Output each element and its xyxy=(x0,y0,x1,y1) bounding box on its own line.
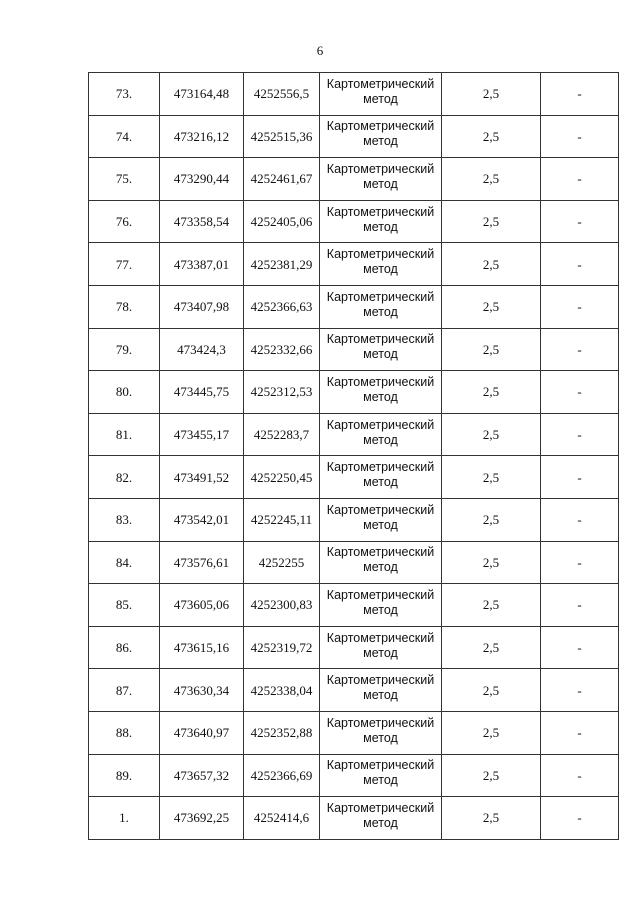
method-line-2: метод xyxy=(363,688,398,703)
x-coordinate-cell: 473605,06 xyxy=(160,584,244,627)
method-line-1: Картометрический xyxy=(326,502,435,517)
method-line-1: Картометрический xyxy=(326,76,435,91)
method-cell xyxy=(320,541,442,584)
y-coordinate-cell: 4252312,53 xyxy=(244,371,320,414)
point-number-cell: 84. xyxy=(89,541,160,584)
method-line-1: Картометрический xyxy=(326,460,435,475)
table-row xyxy=(89,456,619,499)
method-cell xyxy=(320,456,442,499)
method-line-2: метод xyxy=(363,773,398,788)
y-coordinate-cell: 4252255 xyxy=(244,541,320,584)
page-number: 6 xyxy=(316,43,324,58)
y-coordinate-cell: 4252283,7 xyxy=(244,413,320,456)
x-coordinate-cell: 473692,25 xyxy=(160,797,244,840)
table-row xyxy=(89,669,619,712)
x-coordinate-cell: 473455,17 xyxy=(160,413,244,456)
note-cell: - xyxy=(541,626,619,669)
method-cell xyxy=(320,797,442,840)
table-row xyxy=(89,754,619,797)
point-number-cell: 80. xyxy=(89,371,160,414)
method-cell xyxy=(320,73,442,116)
note-cell: - xyxy=(541,200,619,243)
method-line-2: метод xyxy=(363,176,398,191)
method-line-1: Картометрический xyxy=(326,758,435,773)
table-row xyxy=(89,711,619,754)
table-row xyxy=(89,498,619,541)
point-number-cell: 73. xyxy=(89,73,160,116)
table-row xyxy=(89,626,619,669)
method-cell xyxy=(320,626,442,669)
method-line-1: Картометрический xyxy=(326,374,435,389)
y-coordinate-cell: 4252245,11 xyxy=(244,498,320,541)
y-coordinate-cell: 4252461,67 xyxy=(244,158,320,201)
point-number-cell: 74. xyxy=(89,115,160,158)
method-line-1: Картометрический xyxy=(326,119,435,134)
method-line-2: метод xyxy=(363,304,398,319)
accuracy-cell: 2,5 xyxy=(442,711,541,754)
point-number-cell: 1. xyxy=(89,797,160,840)
method-line-2: метод xyxy=(363,517,398,532)
accuracy-cell: 2,5 xyxy=(442,200,541,243)
note-cell: - xyxy=(541,754,619,797)
table-row xyxy=(89,158,619,201)
note-cell: - xyxy=(541,285,619,328)
method-line-2: метод xyxy=(363,134,398,149)
y-coordinate-cell: 4252414,6 xyxy=(244,797,320,840)
accuracy-cell: 2,5 xyxy=(442,541,541,584)
method-cell xyxy=(320,115,442,158)
x-coordinate-cell: 473216,12 xyxy=(160,115,244,158)
y-coordinate-cell: 4252319,72 xyxy=(244,626,320,669)
point-number-cell: 75. xyxy=(89,158,160,201)
note-cell: - xyxy=(541,371,619,414)
accuracy-cell: 2,5 xyxy=(442,413,541,456)
point-number-cell: 79. xyxy=(89,328,160,371)
x-coordinate-cell: 473290,44 xyxy=(160,158,244,201)
method-cell xyxy=(320,158,442,201)
x-coordinate-cell: 473424,3 xyxy=(160,328,244,371)
method-line-1: Картометрический xyxy=(326,204,435,219)
x-coordinate-cell: 473657,32 xyxy=(160,754,244,797)
note-cell: - xyxy=(541,584,619,627)
note-cell: - xyxy=(541,541,619,584)
x-coordinate-cell: 473576,61 xyxy=(160,541,244,584)
x-coordinate-cell: 473358,54 xyxy=(160,200,244,243)
method-line-1: Картометрический xyxy=(326,289,435,304)
table-row xyxy=(89,243,619,286)
method-line-1: Картометрический xyxy=(326,332,435,347)
accuracy-cell: 2,5 xyxy=(442,584,541,627)
method-line-1: Картометрический xyxy=(326,161,435,176)
point-number-cell: 81. xyxy=(89,413,160,456)
method-line-1: Картометрический xyxy=(326,673,435,688)
table-row xyxy=(89,541,619,584)
y-coordinate-cell: 4252338,04 xyxy=(244,669,320,712)
point-number-cell: 85. xyxy=(89,584,160,627)
method-line-2: метод xyxy=(363,347,398,362)
y-coordinate-cell: 4252556,5 xyxy=(244,73,320,116)
point-number-cell: 82. xyxy=(89,456,160,499)
method-line-1: Картометрический xyxy=(326,800,435,815)
point-number-cell: 86. xyxy=(89,626,160,669)
note-cell: - xyxy=(541,498,619,541)
y-coordinate-cell: 4252405,06 xyxy=(244,200,320,243)
point-number-cell: 89. xyxy=(89,754,160,797)
accuracy-cell: 2,5 xyxy=(442,456,541,499)
note-cell: - xyxy=(541,669,619,712)
y-coordinate-cell: 4252300,83 xyxy=(244,584,320,627)
y-coordinate-cell: 4252250,45 xyxy=(244,456,320,499)
note-cell: - xyxy=(541,797,619,840)
method-line-2: метод xyxy=(363,389,398,404)
x-coordinate-cell: 473164,48 xyxy=(160,73,244,116)
method-cell xyxy=(320,413,442,456)
y-coordinate-cell: 4252332,66 xyxy=(244,328,320,371)
x-coordinate-cell: 473491,52 xyxy=(160,456,244,499)
method-line-2: метод xyxy=(363,262,398,277)
method-line-1: Картометрический xyxy=(326,630,435,645)
y-coordinate-cell: 4252352,88 xyxy=(244,711,320,754)
accuracy-cell: 2,5 xyxy=(442,498,541,541)
method-cell xyxy=(320,328,442,371)
accuracy-cell: 2,5 xyxy=(442,73,541,116)
accuracy-cell: 2,5 xyxy=(442,669,541,712)
x-coordinate-cell: 473542,01 xyxy=(160,498,244,541)
table-row xyxy=(89,200,619,243)
method-line-2: метод xyxy=(363,560,398,575)
accuracy-cell: 2,5 xyxy=(442,285,541,328)
point-number-cell: 83. xyxy=(89,498,160,541)
method-line-2: метод xyxy=(363,219,398,234)
coordinates-table xyxy=(88,72,619,840)
x-coordinate-cell: 473387,01 xyxy=(160,243,244,286)
note-cell: - xyxy=(541,328,619,371)
method-line-1: Картометрический xyxy=(326,587,435,602)
point-number-cell: 77. xyxy=(89,243,160,286)
accuracy-cell: 2,5 xyxy=(442,115,541,158)
table-row xyxy=(89,285,619,328)
method-line-2: метод xyxy=(363,91,398,106)
x-coordinate-cell: 473630,34 xyxy=(160,669,244,712)
method-line-1: Картометрический xyxy=(326,417,435,432)
table-row xyxy=(89,73,619,116)
point-number-cell: 87. xyxy=(89,669,160,712)
table-row xyxy=(89,584,619,627)
method-line-1: Картометрический xyxy=(326,715,435,730)
method-line-2: метод xyxy=(363,432,398,447)
note-cell: - xyxy=(541,413,619,456)
method-line-2: метод xyxy=(363,730,398,745)
method-cell xyxy=(320,754,442,797)
accuracy-cell: 2,5 xyxy=(442,371,541,414)
table-row xyxy=(89,115,619,158)
method-line-1: Картометрический xyxy=(326,247,435,262)
note-cell: - xyxy=(541,158,619,201)
coordinates-table-body xyxy=(89,73,619,840)
method-cell xyxy=(320,285,442,328)
table-row xyxy=(89,413,619,456)
method-line-2: метод xyxy=(363,475,398,490)
x-coordinate-cell: 473615,16 xyxy=(160,626,244,669)
table-row xyxy=(89,797,619,840)
method-cell xyxy=(320,711,442,754)
y-coordinate-cell: 4252366,69 xyxy=(244,754,320,797)
accuracy-cell: 2,5 xyxy=(442,754,541,797)
accuracy-cell: 2,5 xyxy=(442,328,541,371)
method-cell xyxy=(320,669,442,712)
note-cell: - xyxy=(541,456,619,499)
method-line-2: метод xyxy=(363,602,398,617)
note-cell: - xyxy=(541,711,619,754)
y-coordinate-cell: 4252515,36 xyxy=(244,115,320,158)
accuracy-cell: 2,5 xyxy=(442,243,541,286)
y-coordinate-cell: 4252366,63 xyxy=(244,285,320,328)
note-cell: - xyxy=(541,73,619,116)
accuracy-cell: 2,5 xyxy=(442,797,541,840)
method-cell xyxy=(320,243,442,286)
point-number-cell: 88. xyxy=(89,711,160,754)
y-coordinate-cell: 4252381,29 xyxy=(244,243,320,286)
note-cell: - xyxy=(541,243,619,286)
method-cell xyxy=(320,200,442,243)
table-row xyxy=(89,328,619,371)
method-line-2: метод xyxy=(363,815,398,830)
x-coordinate-cell: 473445,75 xyxy=(160,371,244,414)
point-number-cell: 76. xyxy=(89,200,160,243)
method-line-1: Картометрический xyxy=(326,545,435,560)
accuracy-cell: 2,5 xyxy=(442,158,541,201)
method-cell xyxy=(320,371,442,414)
x-coordinate-cell: 473640,97 xyxy=(160,711,244,754)
point-number-cell: 78. xyxy=(89,285,160,328)
method-cell xyxy=(320,584,442,627)
note-cell: - xyxy=(541,115,619,158)
table-row xyxy=(89,371,619,414)
accuracy-cell: 2,5 xyxy=(442,626,541,669)
x-coordinate-cell: 473407,98 xyxy=(160,285,244,328)
method-line-2: метод xyxy=(363,645,398,660)
method-cell xyxy=(320,498,442,541)
